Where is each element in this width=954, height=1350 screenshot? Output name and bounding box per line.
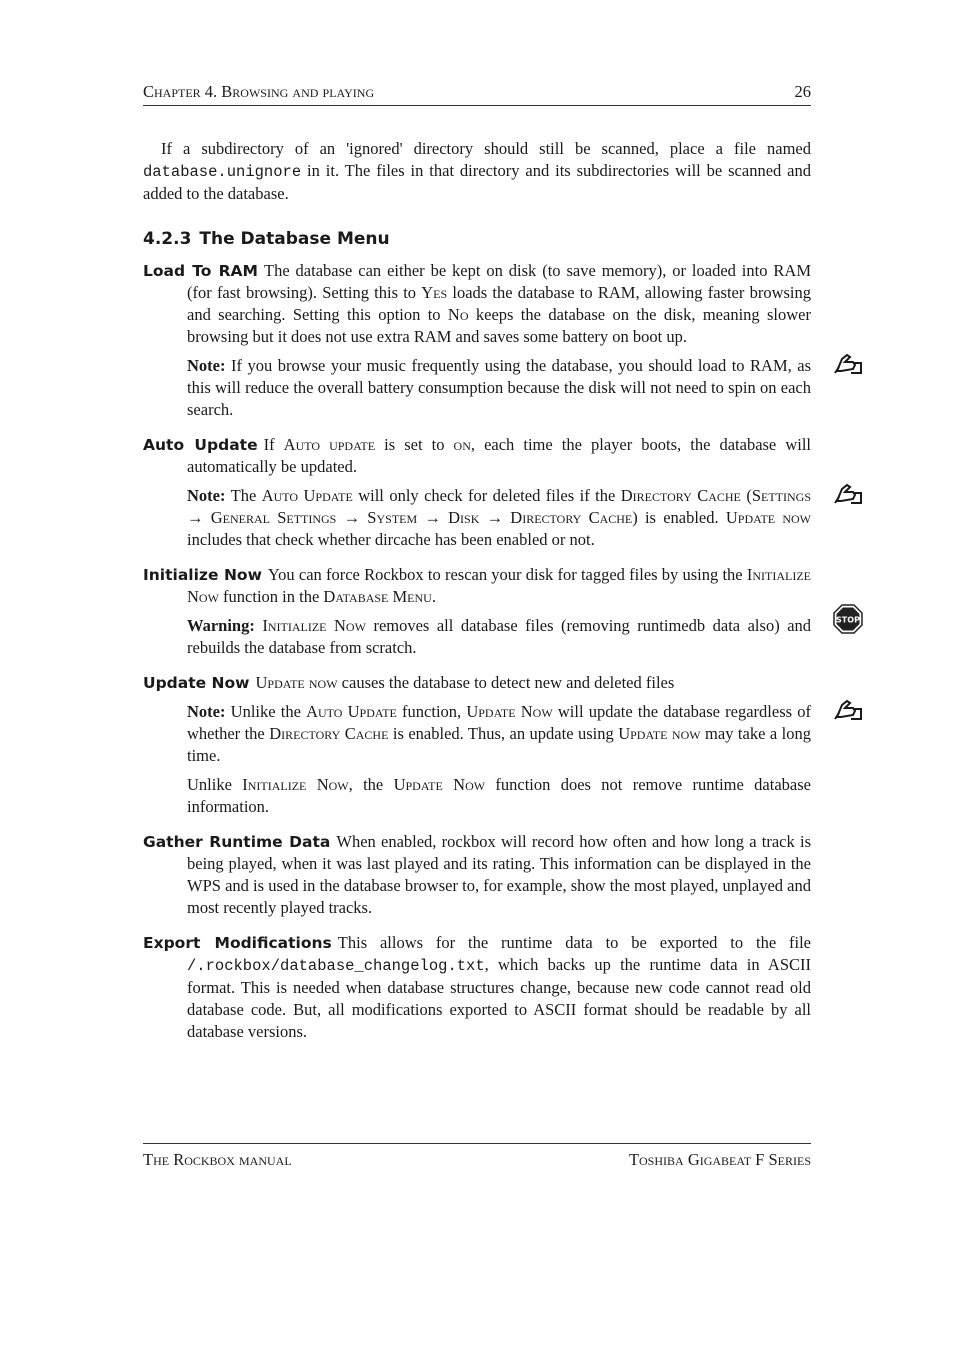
page-footer <box>143 1143 811 1170</box>
section-title: The Database Menu <box>199 229 390 249</box>
desc-text: , which backs up the runtime data in ASCII format. This is needed when database structures change, because new code cannot read old database code. But, all modifications exported to ASCII format should be readable by all database versions. <box>187 955 811 1041</box>
note-box <box>143 355 811 421</box>
desc-text: This allows for the runtime data to be exported to the file <box>337 933 812 952</box>
note-text: may take a long time. <box>187 724 811 765</box>
note-text: includes that check whether dircache has been enabled or not. <box>187 530 595 549</box>
item-term: Gather Runtime Data <box>143 833 331 851</box>
item-description <box>143 564 811 608</box>
settings-path: Settings → General Settings → System → Disk → Directory Cache <box>187 486 811 527</box>
option-auto-update: Auto update <box>283 435 376 454</box>
item-term: Update Now <box>143 674 250 692</box>
warning-text: removes all database files (removing runtimedb data also) and rebuilds the database from scratch. <box>187 616 812 657</box>
item-term: Load To RAM <box>143 262 258 280</box>
desc-text: loads the database to RAM, allowing faster browsing and searching. Setting this option to <box>187 283 811 324</box>
desc-text: is set to <box>375 435 454 454</box>
option-auto-update: Auto Update <box>306 702 397 721</box>
item-initialize-now <box>143 564 860 659</box>
desc-text: When enabled, rockbox will record how often and how long a track is being played, when it was last played and its rating. This information can be displayed in the WPS and is used in the database browser to, for example, show the most played, unplayed and most recently played tracks. <box>187 832 811 917</box>
section-number: 4.2.3 <box>143 229 192 249</box>
footer-device-name: Toshiba Gigabeat F Series <box>628 1150 811 1169</box>
note-box <box>143 485 811 551</box>
desc-text: You can force Rockbox to rescan your disk for tagged files by using the <box>267 565 747 584</box>
item-description <box>143 831 811 919</box>
page-content <box>143 138 860 1056</box>
note-extra <box>143 774 811 818</box>
item-gather-runtime-data <box>143 831 811 919</box>
note-text: , the <box>348 775 394 794</box>
option-initialize-now: Initialize Now <box>187 565 811 606</box>
note-text: function does not remove runtime database information. <box>187 775 811 816</box>
item-auto-update <box>143 434 811 551</box>
stop-sign-icon <box>833 604 863 634</box>
page-header <box>143 82 811 106</box>
note-text: is enabled. Thus, an update using <box>388 724 619 743</box>
writing-hand-icon <box>833 351 863 375</box>
option-update-now: Update now <box>618 724 701 743</box>
option-database-menu: Database Menu <box>323 587 432 606</box>
option-yes: Yes <box>421 283 448 302</box>
option-directory-cache: Directory Cache <box>620 486 741 505</box>
desc-text: , each time the player boots, the database will automatically be updated. <box>187 435 811 476</box>
note-text: Unlike <box>187 775 243 794</box>
note-label: Note: <box>187 702 226 721</box>
note-text: Unlike the <box>225 702 307 721</box>
desc-text: keeps the database on the disk, meaning slower browsing but it does not use extra RAM and saves some battery on boot up. <box>187 305 811 346</box>
unignore-filename: database.unignore <box>143 163 302 181</box>
item-description <box>143 260 811 348</box>
intro-text: If a subdirectory of an 'ignored' directory should still be scanned, place a file named <box>161 139 811 158</box>
note-label: Note: <box>187 356 226 375</box>
item-term: Auto Update <box>143 436 258 454</box>
warning-box <box>143 615 860 659</box>
stop-sign-text: STOP <box>836 615 860 625</box>
note-text: If you browse your music frequently using the database, you should load to RAM, as this will reduce the overall battery consumption because the disk will not need to spin on each search. <box>187 356 811 419</box>
note-text: function, <box>396 702 467 721</box>
note-box <box>143 701 811 767</box>
item-update-now <box>143 672 811 818</box>
option-initialize-now: Initialize Now <box>262 616 366 635</box>
footer-manual-title: The Rockbox manual <box>143 1150 292 1169</box>
intro-text-end: in it. The files in that directory and its subdirectories will be scanned and added to the database. <box>143 161 811 203</box>
item-term: Export Modifications <box>143 934 332 952</box>
page-number: 26 <box>794 82 811 101</box>
option-update-now: Update now <box>725 508 811 527</box>
item-description <box>143 434 811 478</box>
note-text: will update the database regardless of whether the <box>187 702 811 743</box>
option-update-now: Update now <box>255 673 338 692</box>
desc-text: causes the database to detect new and deleted files <box>337 673 675 692</box>
option-update-now: Update Now <box>466 702 553 721</box>
option-on: on <box>453 435 471 454</box>
desc-text: If <box>263 435 284 454</box>
note-text: The <box>225 486 262 505</box>
option-auto-update: Auto Update <box>261 486 353 505</box>
item-export-modifications <box>143 932 811 1043</box>
writing-hand-icon <box>833 481 863 505</box>
option-update-now: Update Now <box>393 775 486 794</box>
desc-text: The database can either be kept on disk (to save memory), or loaded into RAM (for fast browsing). Setting this to <box>187 261 811 302</box>
writing-hand-icon <box>833 697 863 721</box>
changelog-filename: /.rockbox/database_changelog.txt <box>187 957 485 975</box>
item-term: Initialize Now <box>143 566 262 584</box>
intro-paragraph <box>143 138 811 205</box>
item-description <box>143 672 811 694</box>
desc-text: function in the <box>218 587 324 606</box>
item-description <box>143 932 811 1043</box>
note-text: ( <box>740 486 752 505</box>
note-text: ) is enabled. <box>632 508 726 527</box>
option-no: No <box>447 305 469 324</box>
warning-label: Warning: <box>187 616 255 635</box>
option-initialize-now: Initialize Now <box>242 775 349 794</box>
option-directory-cache: Directory Cache <box>269 724 389 743</box>
chapter-title: Chapter 4. Browsing and playing <box>143 82 375 101</box>
item-load-to-ram <box>143 260 811 421</box>
section-heading <box>143 228 811 250</box>
desc-text: . <box>431 587 436 606</box>
note-text: will only check for deleted files if the <box>352 486 621 505</box>
note-label: Note: <box>187 486 226 505</box>
